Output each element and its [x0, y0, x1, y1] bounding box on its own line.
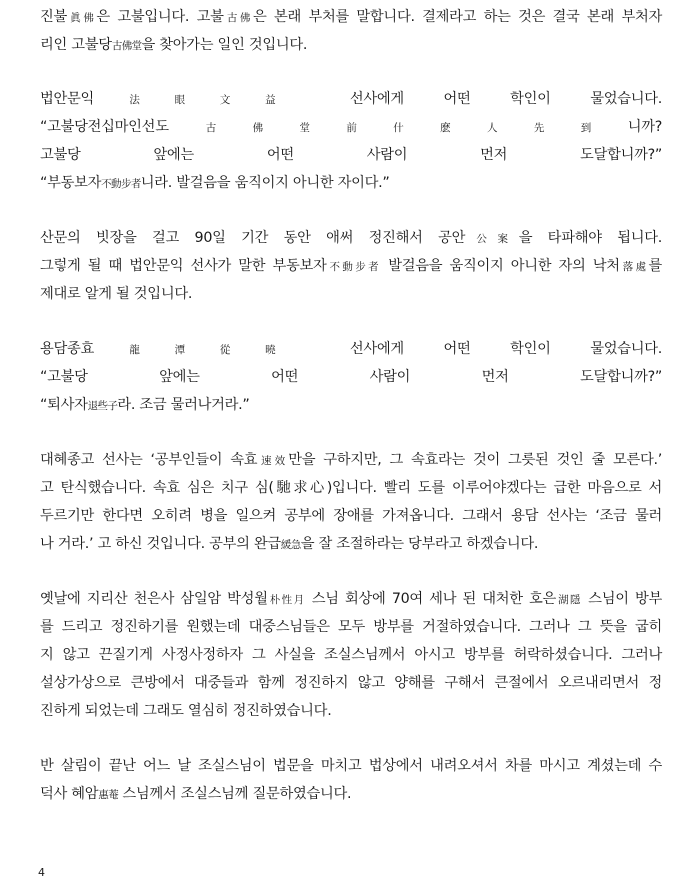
- text-segment: “고불당 앞에는 어떤 사람이 먼저 도달합니까?”: [40, 369, 662, 385]
- hanja-annotation: 不動步者: [101, 178, 141, 190]
- paragraph: [40, 585, 662, 725]
- text-line: [40, 31, 662, 59]
- text-segment: 를: [648, 258, 662, 274]
- text-line: [40, 335, 662, 363]
- text-segment: 만을 구하지만, 그 속효라는 것이 그릇된 것인 줄 모른다.’: [288, 452, 662, 468]
- text-segment: “부동보자: [40, 175, 102, 191]
- text-segment: 설상가상으로 큰방에서 대중들과 함께 정진하지 않고 양해를 구해서 큰절에서 오르내리면서 정: [40, 675, 662, 691]
- hanja-annotation: 湖隱: [556, 594, 582, 606]
- paragraph: [40, 85, 662, 197]
- text-line: [40, 502, 662, 530]
- text-segment: 스님이 방부: [581, 591, 662, 607]
- text-line: [40, 474, 662, 502]
- text-segment: 니라. 발걸음을 움직이지 아니한 자이다.”: [140, 175, 390, 191]
- paragraph: [40, 3, 662, 59]
- text-line: [40, 391, 662, 419]
- hanja-annotation: 公案: [465, 233, 519, 245]
- text-segment: 은 본래 부처를 말합니다. 결제라고 하는 것은 결국 본래 부처자: [253, 9, 662, 25]
- text-segment: 고 탄식했습니다. 속효 심은 치구 심(馳求心)입니다. 빨리 도를 이루어야겠다는 급한 마음으로 서: [40, 480, 662, 496]
- text-line: [40, 85, 662, 113]
- text-line: [40, 169, 662, 197]
- hanja-annotation: 古佛堂前什麽人先到: [168, 122, 628, 134]
- text-line: [40, 446, 662, 474]
- hanja-annotation: 緩急: [280, 539, 301, 551]
- text-segment: 덕사 혜암: [40, 786, 99, 802]
- text-segment: 선사에게 어떤 학인이 물었습니다.: [310, 91, 662, 107]
- paragraph: [40, 752, 662, 808]
- hanja-annotation: 朴性月: [267, 594, 306, 606]
- text-segment: 법안문익: [40, 91, 95, 107]
- paragraph: [40, 446, 662, 558]
- text-segment: 제대로 알게 될 것입니다.: [40, 286, 193, 302]
- text-segment: 발걸음을 움직이지 아니한 자의 낙처: [380, 258, 620, 274]
- text-segment: 스님께서 조실스님께 질문하였습니다.: [118, 786, 352, 802]
- hanja-annotation: 速效: [257, 455, 289, 467]
- text-segment: 니까?: [627, 119, 662, 135]
- text-line: [40, 141, 662, 169]
- text-segment: 리인 고불당: [40, 37, 112, 53]
- text-segment: 그렇게 될 때 법안문익 선사가 말한 부동보자: [40, 258, 327, 274]
- text-line: [40, 363, 662, 391]
- text-segment: 진불: [40, 9, 68, 25]
- text-segment: “퇴사자: [40, 397, 88, 413]
- hanja-annotation: 眞佛: [67, 12, 97, 24]
- text-segment: 지 않고 끈질기게 사정사정하자 그 사실을 조실스님께서 아시고 방부를 허락하셨습니다. 그러나: [40, 647, 662, 663]
- text-segment: 고불당 앞에는 어떤 사람이 먼저 도달합니까?”: [40, 147, 662, 163]
- text-segment: 을 찾아가는 일인 것입니다.: [141, 37, 308, 53]
- hanja-annotation: 惠菴: [98, 789, 119, 801]
- text-segment: 스님 회상에 70여 세나 된 대처한 호은: [305, 591, 557, 607]
- hanja-annotation: 法眼文益: [94, 94, 311, 106]
- text-segment: “고불당전십마인선도: [40, 119, 169, 135]
- hanja-annotation: 落處: [619, 261, 649, 273]
- text-segment: 대혜종고 선사는 ‘공부인들이 속효: [40, 452, 258, 468]
- text-line: [40, 224, 662, 252]
- hanja-annotation: 古佛堂: [111, 40, 142, 52]
- text-segment: 반 살림이 끝난 어느 날 조실스님이 법문을 마치고 법상에서 내려오셔서 차를 마시고 계셨는데 수: [40, 758, 662, 774]
- text-segment: 을 타파해야 됩니다.: [518, 230, 662, 246]
- text-segment: 옛날에 지리산 천은사 삼일암 박성월: [40, 591, 268, 607]
- text-segment: 용담종효: [40, 341, 95, 357]
- hanja-annotation: 龍潭從曉: [94, 344, 311, 356]
- text-line: [40, 669, 662, 697]
- paragraph: [40, 335, 662, 419]
- text-line: [40, 585, 662, 613]
- hanja-annotation: 古佛: [223, 12, 254, 24]
- text-line: [40, 280, 662, 308]
- text-line: [40, 3, 662, 31]
- text-segment: 은 고불입니다. 고불: [96, 9, 224, 25]
- text-line: [40, 641, 662, 669]
- text-line: [40, 113, 662, 141]
- text-segment: 선사에게 어떤 학인이 물었습니다.: [310, 341, 662, 357]
- text-segment: 을 잘 조절하라는 당부라고 하겠습니다.: [300, 536, 539, 552]
- text-line: [40, 252, 662, 280]
- hanja-annotation: 不動步者: [326, 261, 381, 273]
- text-line: [40, 530, 662, 558]
- text-line: [40, 697, 662, 725]
- text-line: [40, 613, 662, 641]
- hanja-annotation: 退些子: [87, 400, 118, 412]
- text-segment: 를 드리고 정진하기를 원했는데 대중스님들은 모두 방부를 거절하였습니다. 그러나 그 뜻을 굽히: [40, 619, 662, 635]
- text-line: [40, 752, 662, 780]
- paragraph: [40, 224, 662, 308]
- text-segment: 산문의 빗장을 걸고 90일 기간 동안 애써 정진해서 공안: [40, 230, 466, 246]
- text-line: [40, 780, 662, 808]
- text-segment: 라. 조금 물러나거라.”: [117, 397, 250, 413]
- text-segment: 나 거라.’ 고 하신 것입니다. 공부의 완급: [40, 536, 281, 552]
- page-number: 4: [38, 866, 45, 879]
- text-segment: 진하게 되었는데 그래도 열심히 정진하였습니다.: [40, 703, 332, 719]
- text-segment: 두르기만 한다면 오히려 병을 일으켜 공부에 장애를 가져옵니다. 그래서 용담 선사는 ‘조금 물러: [40, 508, 662, 524]
